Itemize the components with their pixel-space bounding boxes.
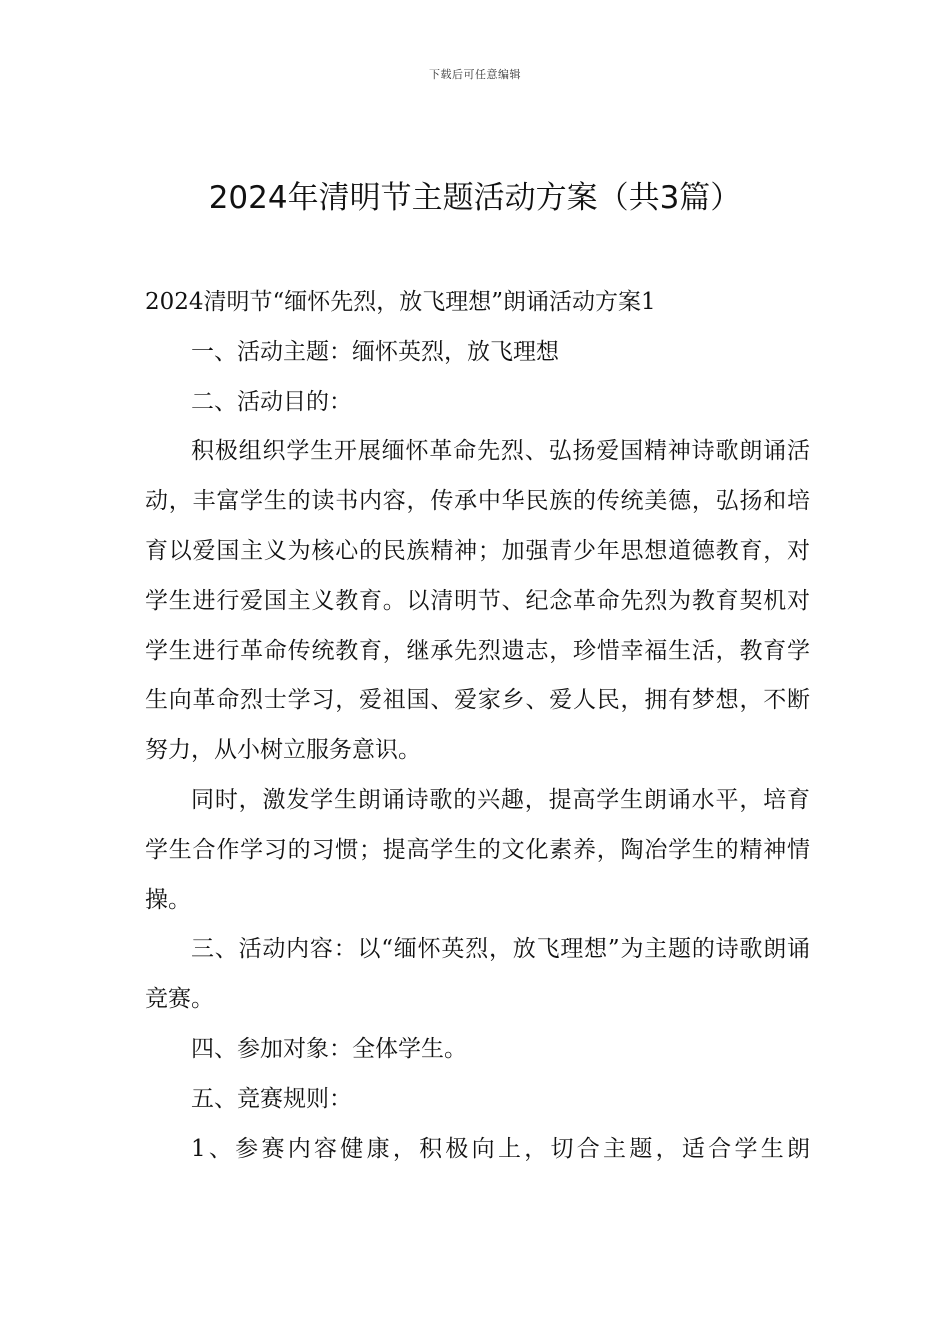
section-theme: 一、活动主题：缅怀英烈，放飞理想 (191, 338, 559, 365)
plan-subtitle: 2024清明节“缅怀先烈，放飞理想”朗诵活动方案1 (145, 289, 656, 315)
rule-item-1: 1、参赛内容健康，积极向上，切合主题，适合学生朗 (191, 1135, 810, 1162)
section-rules-heading: 五、竞赛规则： (191, 1085, 352, 1112)
section-purpose-heading: 二、活动目的： (191, 388, 352, 415)
section-participants: 四、参加对象：全体学生。 (191, 1035, 467, 1062)
purpose-paragraph-1: 积极组织学生开展缅怀革命先烈、弘扬爱国精神诗歌朗诵活动，丰富学生的读书内容，传承中华民族的传统美德，弘扬和培育以爱国主义为核心的民族精神；加强青少年思想道德教育，对学生进行爱国主义教育。以清明节、纪念革命先烈为教育契机对学生进行革命传统教育，继承先烈遗志，珍惜幸福生活，教育学生向革命烈士学习，爱祖国、爱家乡、爱人民，拥有梦想，不断努力，从小树立服务意识。 (145, 438, 810, 764)
document-title: 2024年清明节主题活动方案（共3篇） (208, 180, 742, 216)
document-body (145, 278, 810, 1174)
purpose-paragraph-2: 同时，激发学生朗诵诗歌的兴趣，提高学生朗诵水平，培育学生合作学习的习惯；提高学生的文化素养，陶冶学生的精神情操。 (145, 786, 810, 913)
header-note: 下载后可任意编辑 (429, 68, 521, 81)
section-content: 三、活动内容：以“缅怀英烈，放飞理想”为主题的诗歌朗诵竞赛。 (145, 936, 810, 1013)
